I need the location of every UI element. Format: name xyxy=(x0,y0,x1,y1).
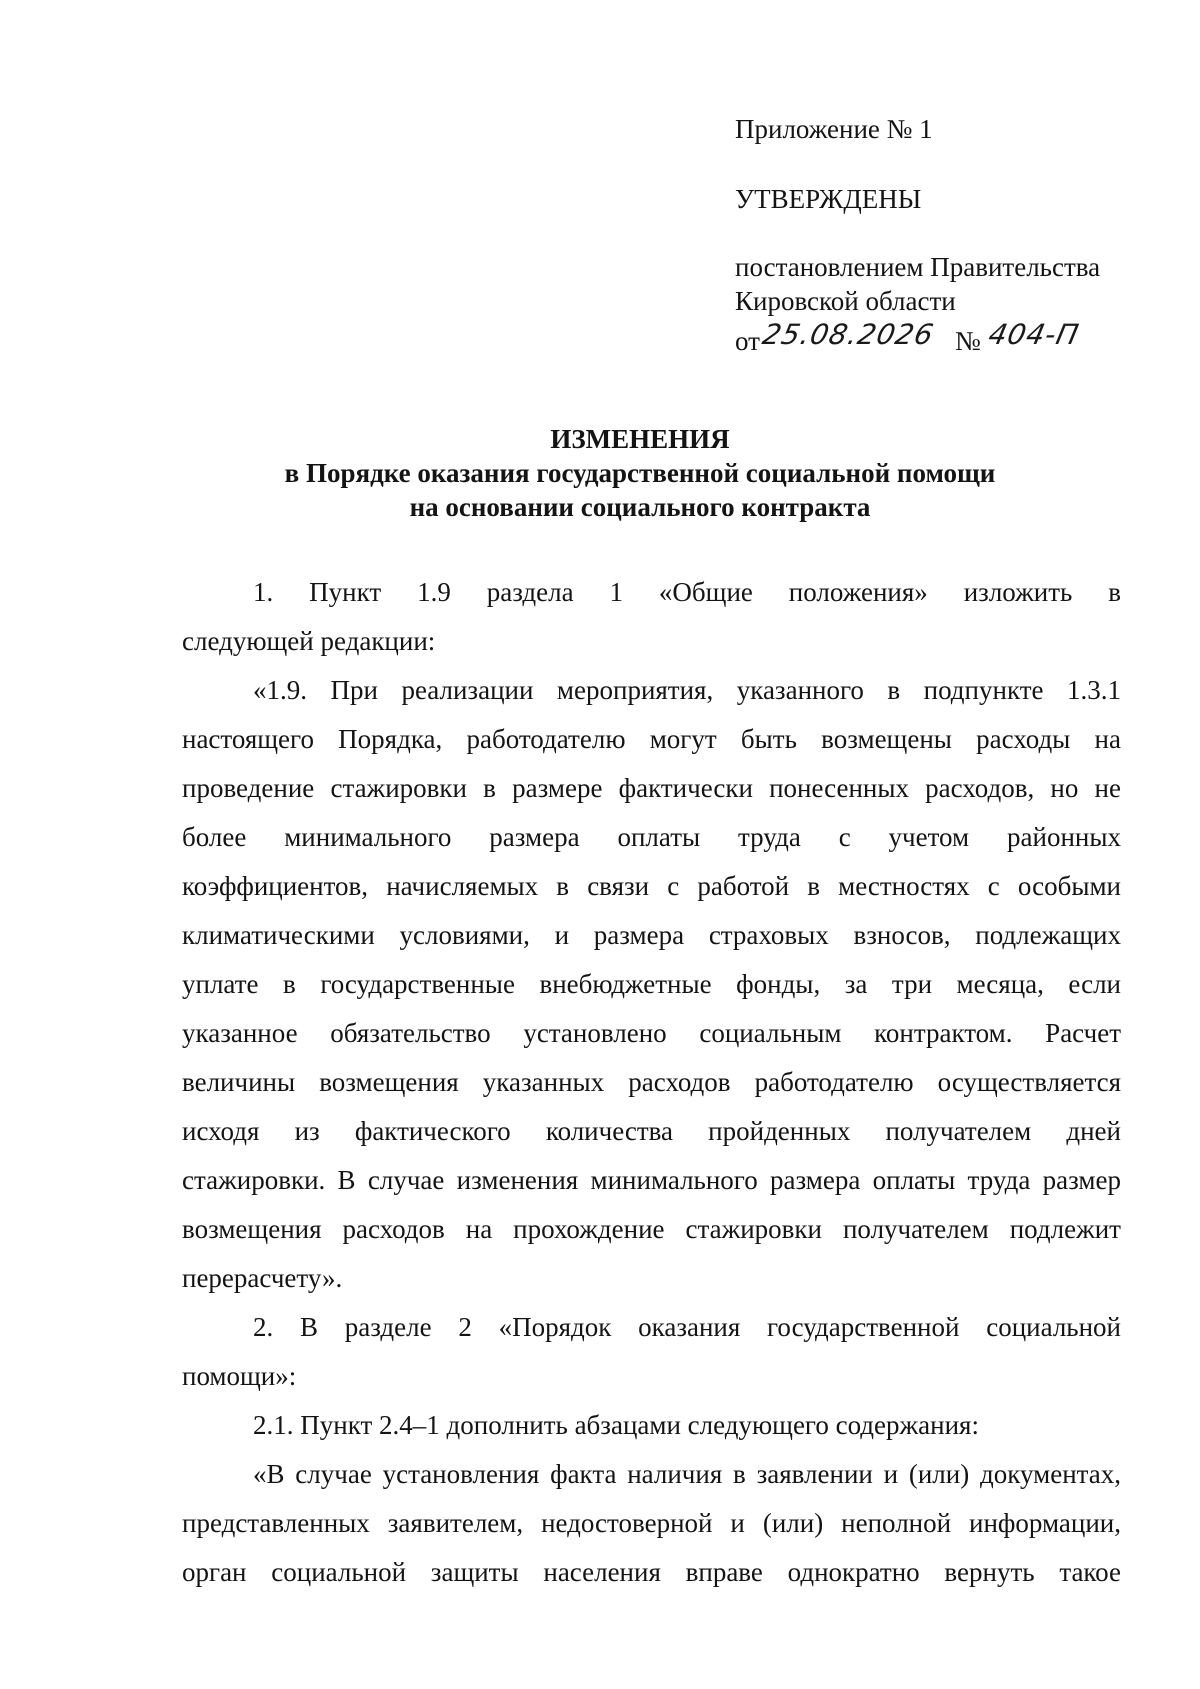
body-line: стажировки. В случае изменения минимального размера оплаты труда размер xyxy=(182,1165,1121,1195)
region-line: Кировской области xyxy=(735,286,956,316)
document-title xyxy=(160,422,1120,524)
body-line: помощи»: xyxy=(182,1361,297,1391)
body-line: указанное обязательство установлено социальным контрактом. Расчет xyxy=(182,1018,1121,1048)
title-line-2: на основании социального контракта xyxy=(409,492,871,522)
number-label: № xyxy=(955,326,981,356)
body-line: 2.1. Пункт 2.4–1 дополнить абзацами следующего содержания: xyxy=(253,1410,979,1440)
body-line: следующей редакции: xyxy=(182,626,436,656)
body-line: 2. В разделе 2 «Порядок оказания государственной социальной xyxy=(253,1312,1121,1342)
decree-date-line xyxy=(735,318,1135,358)
approved-label: УТВЕРЖДЕНЫ xyxy=(735,184,922,214)
body-line: «В случае установления факта наличия в заявлении и (или) документах, xyxy=(253,1459,1121,1489)
appendix-label: Приложение № 1 xyxy=(735,114,933,144)
body-line: орган социальной защиты населения вправе однократно вернуть такое xyxy=(182,1557,1121,1587)
handwritten-date: 25.08.2026 xyxy=(759,318,937,351)
body-line: «1.9. При реализации мероприятия, указанного в подпункте 1.3.1 xyxy=(253,675,1121,705)
body-line: коэффициентов, начисляемых в связи с работой в местностях с особыми xyxy=(182,871,1121,901)
from-label: от xyxy=(735,326,760,356)
body-line: проведение стажировки в размере фактически понесенных расходов, но не xyxy=(182,773,1121,803)
body-line: более минимального размера оплаты труда с учетом районных xyxy=(182,822,1121,852)
body-line: настоящего Порядка, работодателю могут быть возмещены расходы на xyxy=(182,724,1121,754)
body-line: 1. Пункт 1.9 раздела 1 «Общие положения» изложить в xyxy=(253,577,1121,607)
body-line: перерасчету». xyxy=(182,1263,343,1293)
document-body xyxy=(182,568,1121,1597)
decree-line: постановлением Правительства xyxy=(735,252,1101,282)
body-line: исходя из фактического количества пройденных получателем дней xyxy=(182,1116,1121,1146)
handwritten-number: 404-П xyxy=(985,318,1083,351)
body-line: представленных заявителем, недостоверной и (или) неполной информации, xyxy=(182,1508,1121,1538)
body-line: уплате в государственные внебюджетные фонды, за три месяца, если xyxy=(182,969,1121,999)
body-line: величины возмещения указанных расходов работодателю осуществляется xyxy=(182,1067,1121,1097)
body-line: климатическими условиями, и размера страховых взносов, подлежащих xyxy=(182,920,1121,950)
body-line: возмещения расходов на прохождение стажировки получателем подлежит xyxy=(182,1214,1121,1244)
title-heading: ИЗМЕНЕНИЯ xyxy=(550,424,730,454)
title-line-1: в Порядке оказания государственной социальной помощи xyxy=(284,458,996,488)
